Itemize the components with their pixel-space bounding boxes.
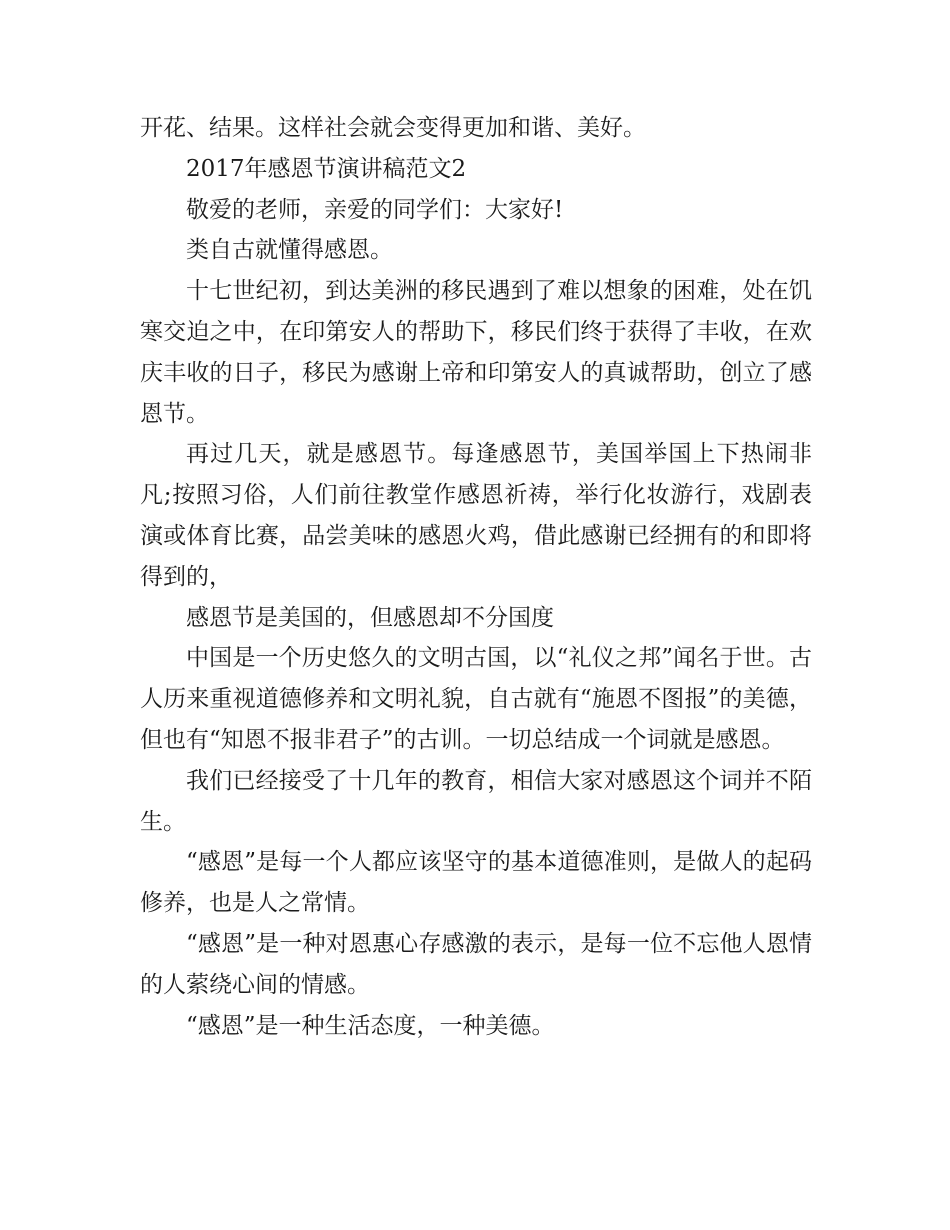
document-body	[140, 108, 812, 1046]
paragraph-7: 感恩节是美国的，但感恩却不分国度	[186, 604, 554, 631]
paragraph-8: 中国是一个历史悠久的文明古国，以“礼仪之邦”闻名于世。古人历来重视道德修养和文明礼貌，自古就有“施恩不图报”的美德，但也有“知恩不报非君子”的古训。一切总结成一个词就是感恩。	[140, 645, 812, 753]
paragraph-4: 类自古就懂得感恩。	[186, 237, 393, 264]
paragraph-11: “感恩”是一种对恩惠心存感激的表示，是每一位不忘他人恩情的人萦绕心间的情感。	[140, 930, 812, 998]
paragraph-6: 再过几天，就是感恩节。每逢感恩节，美国举国上下热闹非凡;按照习俗，人们前往教堂作感恩祈祷，举行化妆游行，戏剧表演或体育比赛，品尝美味的感恩火鸡，借此感谢已经拥有的和即将得到的，	[140, 441, 812, 590]
paragraph-5: 十七世纪初，到达美洲的移民遇到了难以想象的困难，处在饥寒交迫之中，在印第安人的帮助下，移民们终于获得了丰收，在欢庆丰收的日子，移民为感谢上帝和印第安人的真诚帮助，创立了感恩节。	[140, 278, 812, 427]
paragraph-1: 开花、结果。这样社会就会变得更加和谐、美好。	[140, 115, 646, 141]
paragraph-12: “感恩”是一种生活态度，一种美德。	[186, 1012, 555, 1039]
paragraph-10: “感恩”是每一个人都应该坚守的基本道德准则，是做人的起码修养，也是人之常情。	[140, 849, 812, 917]
section-heading: 2017年感恩节演讲稿范文2	[186, 155, 467, 182]
greeting-paragraph: 敬爱的老师，亲爱的同学们：大家好!	[186, 196, 564, 223]
paragraph-9: 我们已经接受了十几年的教育，相信大家对感恩这个词并不陌生。	[140, 767, 812, 835]
